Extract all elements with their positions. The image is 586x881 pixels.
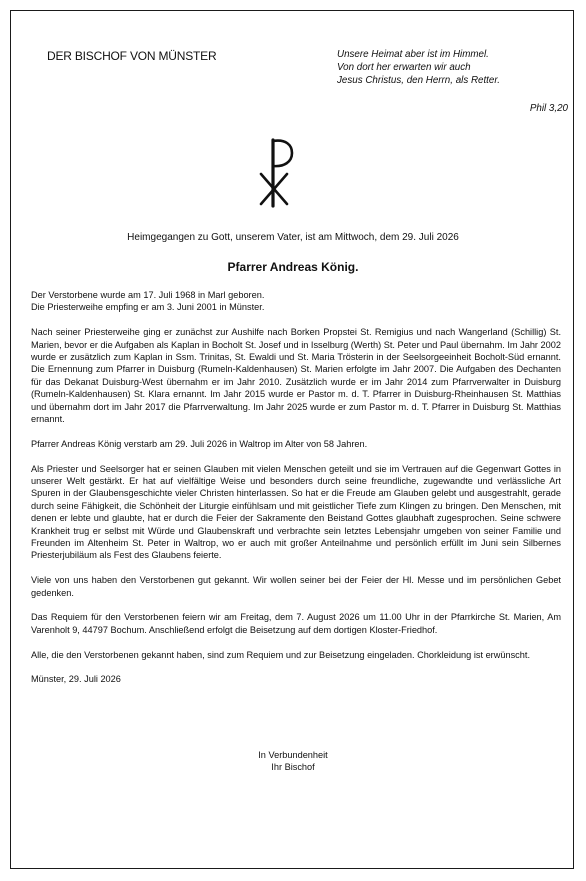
place-date: Münster, 29. Juli 2026 xyxy=(31,674,121,685)
death-paragraph: Pfarrer Andreas König verstarb am 29. Juli 2026 in Waltrop im Alter von 58 Jahren. xyxy=(31,438,368,449)
birth-line: Der Verstorbene wurde am 17. Juli 1968 in Marl geboren. xyxy=(31,290,265,300)
requiem-paragraph: Das Requiem für den Verstorbenen feiern wir am Freitag, dem 7. August 2026 um 11.00 Uhr in der Pfarrkirche St. Marien, Am Varenholt 9, 44797 Bochum. Anschließend erfolgt die Beisetzung auf dem dortigen Kloster-Friedhof. xyxy=(31,612,561,635)
bible-verse xyxy=(337,48,567,88)
issuer-heading: DER BISCHOF VON MÜNSTER xyxy=(47,49,217,63)
obituary-body xyxy=(31,289,561,698)
ordination-line: Die Priesterweihe empfing er am 3. Juni 2001 in Münster. xyxy=(31,302,265,313)
death-announcement: Heimgegangen zu Gott, unserem Vater, ist am Mittwoch, dem 29. Juli 2026 xyxy=(127,232,459,243)
signatory: Ihr Bischof xyxy=(271,762,315,773)
remembrance-paragraph: Viele von uns haben den Verstorbenen gut gekannt. Wir wollen seiner bei der Feier der Hl. Messe und im persönlichen Gebet gedenken. xyxy=(31,575,561,598)
verse-line: Jesus Christus, den Herrn, als Retter. xyxy=(337,75,500,87)
verse-line: Von dort her erwarten wir auch xyxy=(337,62,471,74)
chi-rho-icon xyxy=(256,134,296,210)
invitation-paragraph: Alle, die den Verstorbenen gekannt haben, sind zum Requiem und zur Beisetzung eingeladen. Chorkleidung ist erwünscht. xyxy=(31,649,530,660)
tribute-paragraph: Als Priester und Seelsorger hat er seinen Glauben mit vielen Menschen geteilt und sie im Vertrauen auf die Gegenwart Gottes in unserer Welt gestärkt. Er hat auf vielfältige Weise und besonders durch seine freundliche, zugewandte und verlässliche Art Spuren in der Glaubensgeschichte vieler Christen hinterlassen. So hat er die Freude am Glauben gelebt und ausgestrahlt, gerade durch seine Fähigkeit, die Schönheit der Liturgie einfühlsam und mit geistlicher Tiefe zum Klingen zu bringen. Den Menschen, mit denen er lebte und glaubte, hat er durch die Feier der Sakramente den Beistand Gottes glaubhaft zugesprochen. Seine schwere Krankheit trug er selbst mit Würde und Glaubenskraft und verbrachte sein letztes Lebensjahr umgeben von seiner Familie und Freunden im Altenheim St. Peter in Waltrop, wo er auch mit großer Anteilnahme und persönlich erfüllt im Juni sein Silbernes Priesterjubiläum als Fest des Glaubens feierte. xyxy=(31,463,561,561)
closing-phrase: In Verbundenheit xyxy=(258,750,328,760)
career-paragraph: Nach seiner Priesterweihe ging er zunächst zur Aushilfe nach Borken Propstei St. Remigius und nach Wangerland (Schillig) St. Marien, bevor er die Aufgaben als Kaplan in Bocholt St. Josef und in Isselburg (Werth) St. Peter und Paul übernahm. Im Jahr 2002 wurde er zusätzlich zum Kaplan in Ssm. Trinitas, St. Ewaldi und St. Maria Trösterin in der Seelsorgeeinheit Bocholt-Süd ernannt. Die Ernennung zum Pfarrer in Duisburg (Rumeln-Kaldenhausen) St. Marien erfolgte im Jahr 2007. Die Aufgaben des Dechanten für das Dekanat Duisburg-West übernahm er im Jahr 2010. Zusätzlich wurde er im Jahr 2014 zum Pfarrverwalter in Duisburg (Rumeln-Kaldenhausen) St. Klara ernannt. Im Jahr 2015 wurde er Pastor m. d. T. Pfarrer in Duisburg-Rheinhausen St. Matthias und übernahm dort im Jahr 2017 die Pfarrverwaltung. Im Jahr 2025 wurde er zum Pastor m. d. T. Pfarrer in Duisburg St. Matthias ernannt. xyxy=(31,327,561,425)
verse-line: Unsere Heimat aber ist im Himmel. xyxy=(337,49,489,60)
verse-reference: Phil 3,20 xyxy=(529,103,568,114)
signature-block xyxy=(0,749,586,774)
biography-paragraph xyxy=(31,289,561,314)
deceased-name: Pfarrer Andreas König. xyxy=(227,260,359,274)
